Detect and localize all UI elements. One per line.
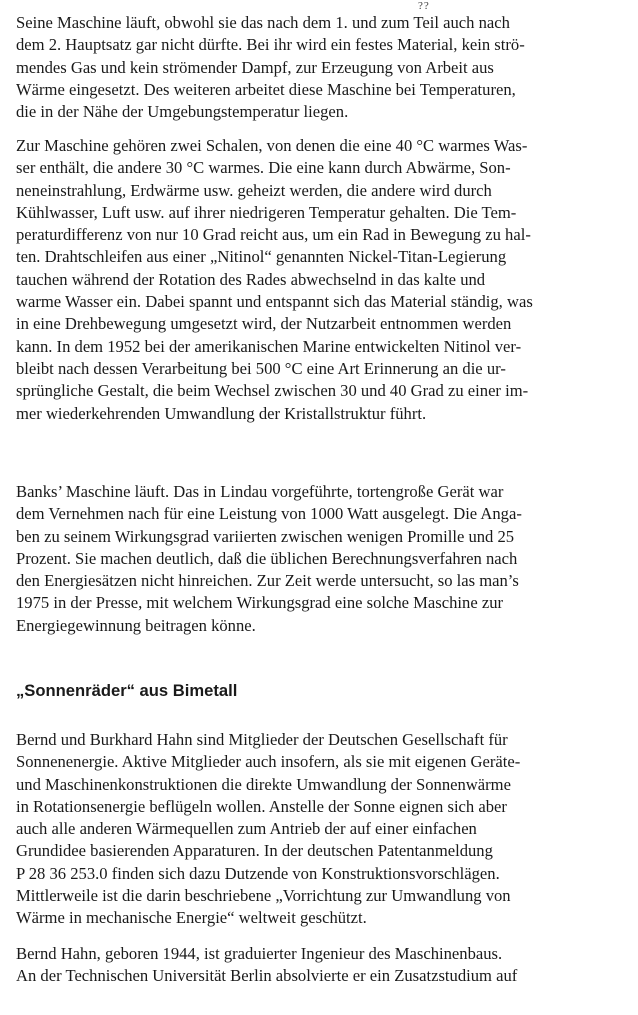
text-line: Energiegewinnung beitragen könne. — [16, 615, 256, 635]
text-line: kann. In dem 1952 bei der amerikanischen Marine entwickelten Nitinol ver- — [16, 336, 522, 356]
text-line: ten. Drahtschleifen aus einer „Nitinol“ genannten Nickel-Titan-Legierung — [16, 247, 507, 267]
text-line: Wärme eingesetzt. Des weiteren arbeitet diese Maschine bei Temperaturen, — [16, 79, 516, 99]
text-line: warme Wasser ein. Dabei spannt und entspannt sich das Material ständig, was — [16, 292, 533, 312]
text-line: Prozent. Sie machen deutlich, daß die üblichen Berechnungsverfahren nach — [16, 548, 518, 568]
text-line: Sonnenenergie. Aktive Mitglieder auch insofern, als sie mit eigenen Geräte- — [16, 752, 521, 772]
text-line: An der Technischen Universität Berlin absolvierte er ein Zusatzstudium auf — [16, 966, 518, 986]
text-line: Zur Maschine gehören zwei Schalen, von denen die eine 40 °C warmes Was- — [16, 136, 528, 155]
paragraph-machine-description — [16, 135, 630, 425]
text-line: den Energiesätzen nicht hinreichen. Zur Zeit werde untersucht, so las man’s — [16, 571, 519, 591]
paragraph-banks-machine — [16, 481, 630, 637]
text-line: 1975 in der Presse, mit welchem Wirkungsgrad eine solche Maschine zur — [16, 593, 504, 613]
text-line: Grundidee basierenden Apparaturen. In der deutschen Patentanmeldung — [16, 841, 493, 861]
text-line: Seine Maschine läuft, obwohl sie das nach dem 1. und zum Teil auch nach — [16, 13, 510, 32]
text-line: ben zu seinem Wirkungsgrad variierten zwischen wenigen Promille und 25 — [16, 526, 515, 546]
text-line: Bernd Hahn, geboren 1944, ist graduierter Ingenieur des Maschinenbaus. — [16, 944, 503, 963]
text-line: Kühlwasser, Luft usw. auf ihrer niedrigeren Temperatur gehalten. Die Tem- — [16, 202, 517, 222]
paragraph-bernd-hahn — [16, 943, 630, 988]
text-line: in eine Drehbewegung umgesetzt wird, der Nutzarbeit entnommen werden — [16, 314, 512, 334]
text-line: dem Vernehmen nach für eine Leistung von 1000 Watt ausgelegt. Die Anga- — [16, 504, 522, 524]
paragraph-hahn-intro — [16, 729, 630, 930]
text-line: Bernd und Burkhard Hahn sind Mitglieder der Deutschen Gesellschaft für — [16, 730, 508, 749]
text-line: neneinstrahlung, Erdwärme usw. geheizt werden, die andere wird durch — [16, 180, 492, 200]
text-line: sprüngliche Gestalt, die beim Wechsel zwischen 30 und 40 Grad zu einer im- — [16, 381, 529, 401]
text-line: dem 2. Hauptsatz gar nicht dürfte. Bei ihr wird ein festes Material, kein strö- — [16, 35, 525, 55]
text-line: Mittlerweile ist die darin beschriebene „Vorrichtung zur Umwandlung von — [16, 886, 511, 906]
text-line: P 28 36 253.0 finden sich dazu Dutzende von Konstruktionsvorschlägen. — [16, 863, 500, 883]
text-line: mer wiederkehrenden Umwandlung der Kristallstruktur führt. — [16, 403, 427, 423]
text-line: tauchen während der Rotation des Rades abwechselnd in das kalte und — [16, 269, 486, 289]
text-line: peraturdifferenz von nur 10 Grad reicht aus, um ein Rad in Bewegung zu hal- — [16, 225, 531, 245]
text-line: mendes Gas und kein strömender Dampf, zur Erzeugung von Arbeit aus — [16, 57, 494, 77]
text-line: Banks’ Maschine läuft. Das in Lindau vorgeführte, tortengroße Gerät war — [16, 482, 504, 501]
text-line: und Maschinenkonstruktionen die direkte Umwandlung der Sonnenwärme — [16, 774, 511, 794]
text-line: auch alle anderen Wärmequellen zum Antrieb der auf einer einfachen — [16, 819, 477, 839]
marginal-note: ?? — [418, 0, 430, 12]
section-heading: „Sonnenräder“ aus Bimetall — [16, 681, 238, 700]
text-line: die in der Nähe der Umgebungstemperatur liegen. — [16, 102, 349, 122]
text-line: Wärme in mechanische Energie“ weltweit geschützt. — [16, 908, 367, 928]
paragraph-machine-intro — [16, 12, 630, 123]
text-line: in Rotationsenergie beflügeln wollen. Anstelle der Sonne eignen sich aber — [16, 796, 507, 816]
text-line: ser enthält, die andere 30 °C warmes. Die eine kann durch Abwärme, Son- — [16, 158, 511, 178]
text-line: bleibt nach dessen Verarbeitung bei 500 °C eine Art Erinnerung an die ur- — [16, 358, 506, 378]
